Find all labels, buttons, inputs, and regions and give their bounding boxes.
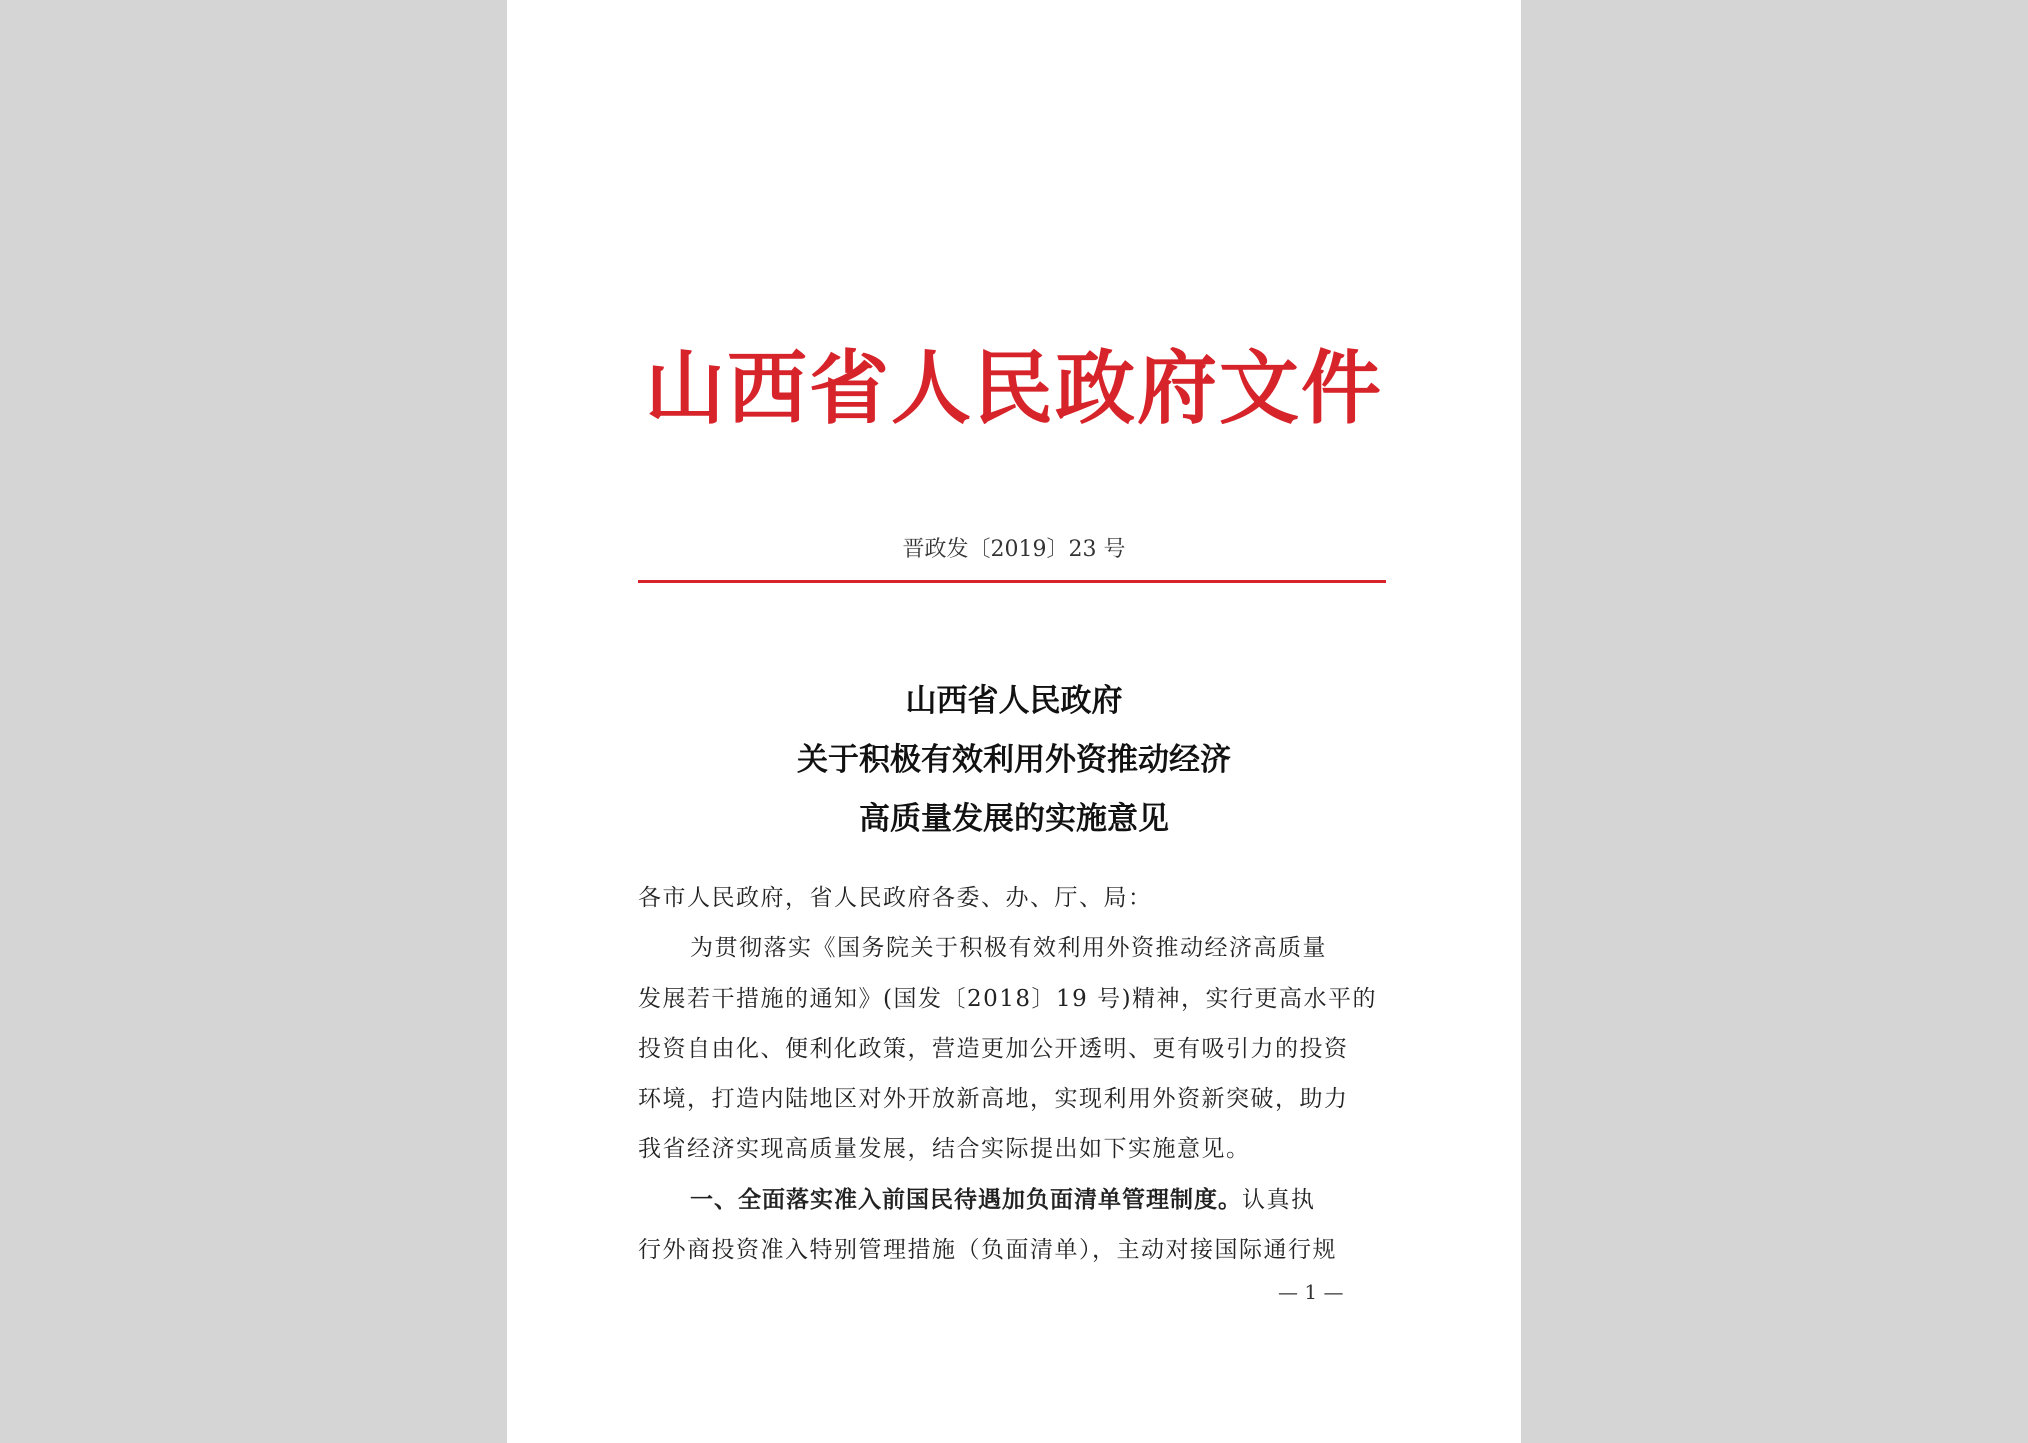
title-line: 高质量发展的实施意见 [859, 801, 1169, 837]
title-line: 关于积极有效利用外资推动经济 [797, 742, 1231, 778]
paragraph-line: 发展若干措施的通知》(国发〔2018〕19 号)精神，实行更高水平的 [638, 985, 1378, 1012]
paragraph-line: 行外商投资准入特别管理措施（负面清单），主动对接国际通行规 [638, 1237, 1337, 1264]
section-text: 认真执 [1242, 1186, 1316, 1213]
document-body [638, 873, 1386, 1275]
paragraph-line: 我省经济实现高质量发展，结合实际提出如下实施意见。 [638, 1136, 1251, 1163]
salutation: 各市人民政府，省人民政府各委、办、厅、局： [638, 885, 1153, 911]
document-number: 晋政发〔2019〕23 号 [902, 537, 1126, 562]
paragraph-line: 投资自由化、便利化政策，营造更加公开透明、更有吸引力的投资 [638, 1035, 1349, 1062]
document-page [507, 0, 1521, 1443]
document-title [507, 672, 1521, 849]
issuing-authority-header: 山西省人民政府文件 [645, 341, 1383, 435]
section-1-first-line [638, 1175, 1386, 1225]
paragraph-line: 为贯彻落实《国务院关于积极有效利用外资推动经济高质量 [690, 935, 1327, 962]
page-number: — 1 — [1278, 1280, 1344, 1304]
title-line: 山西省人民政府 [905, 683, 1123, 719]
paragraph-line: 环境，打造内陆地区对外开放新高地，实现利用外资新突破，助力 [638, 1086, 1349, 1113]
section-heading: 一、全面落实准入前国民待遇加负面清单管理制度。 [690, 1185, 1242, 1213]
red-divider-line [638, 580, 1386, 583]
